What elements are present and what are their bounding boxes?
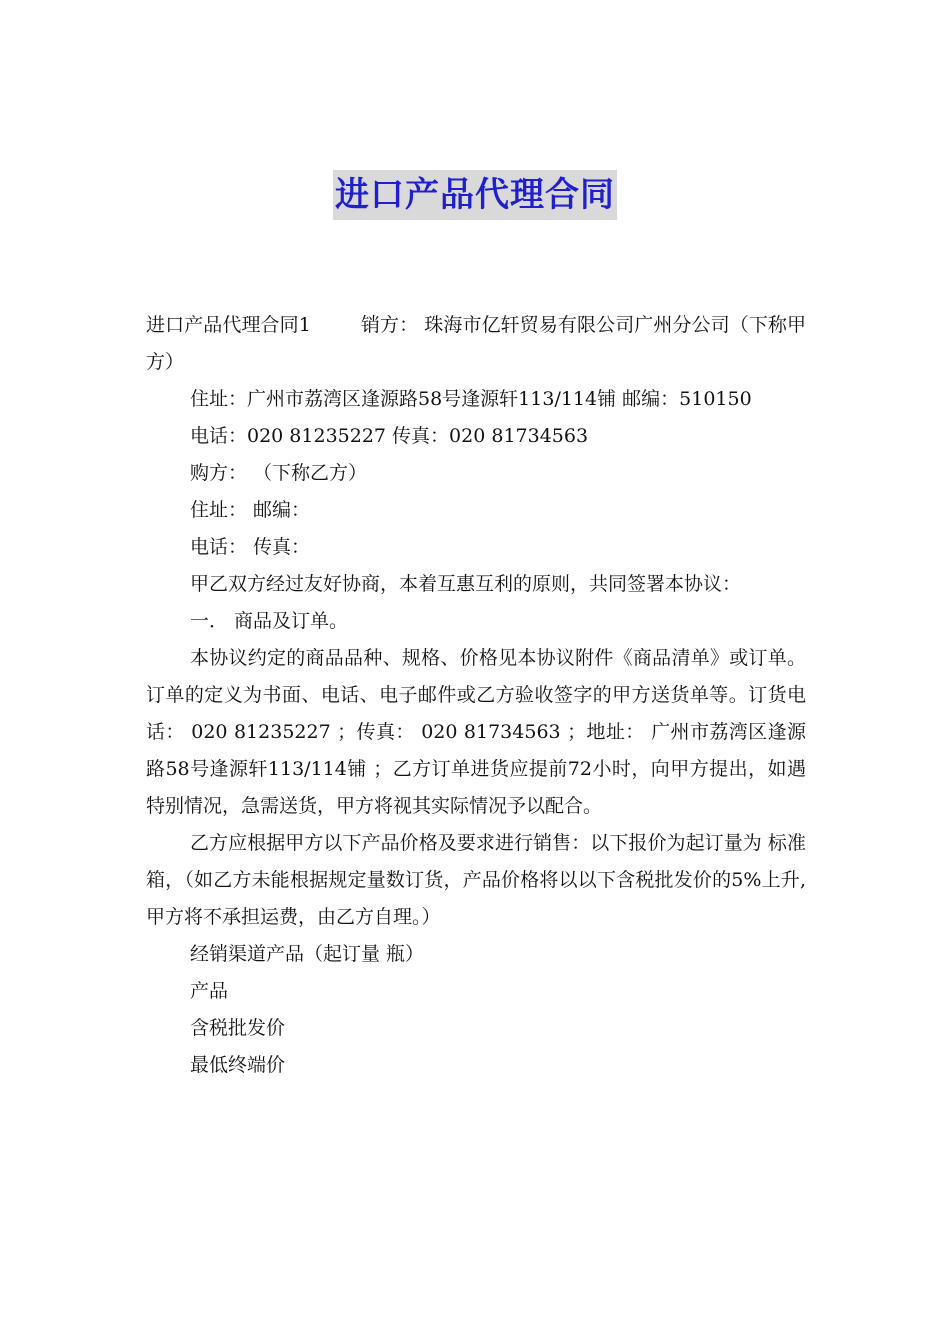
min-retail-price-label: 最低终端价	[190, 1054, 286, 1076]
buyer-phone-fax: 电话： 传真：	[190, 536, 311, 558]
wholesale-price-label: 含税批发价	[190, 1017, 286, 1039]
pricing-terms: 乙方应根据甲方以下产品价格及要求进行销售：以下报价为起订量为 标准箱，（如乙方未能根据规定量数订货，产品价格将以以下含税批发价的5%上升,甲方将不承担运费，由乙方自理。）	[146, 832, 806, 928]
product-label: 产品	[190, 980, 229, 1002]
buyer-address: 住址： 邮编：	[190, 499, 311, 521]
seller-address: 住址：广州市荔湾区逢源路58号逢源轩113/114铺 邮编：510150	[190, 388, 752, 410]
seller-line	[146, 307, 806, 381]
seller-name: 销方： 珠海市亿轩贸易有限公司广州分公司（下称甲方）	[146, 314, 806, 373]
seller-phone-fax: 电话：020 81235227 传真：020 81734563	[190, 425, 589, 447]
section-1-body: 本协议约定的商品品种、规格、价格见本协议附件《商品清单》或订单。订单的定义为书面、电话、电子邮件或乙方验收签字的甲方送货单等。订货电话： 020 81235227 ；传真： 020 81734563 ；地址： 广州市荔湾区逢源路58号逢源轩113/114铺 ；乙方订单进货应提前72小时，向甲方提出，如遇特别情况，急需送货，甲方将视其实际情况予以配合。	[146, 647, 806, 817]
buyer-line: 购方： （下称乙方）	[190, 462, 368, 484]
contract-heading-inline: 进口产品代理合同1	[146, 314, 311, 336]
agreement-intro: 甲乙双方经过友好协商，本着互惠互利的原则，共同签署本协议：	[190, 573, 742, 595]
channel-products: 经销渠道产品（起订量 瓶）	[190, 943, 425, 965]
section-1-heading: 一． 商品及订单。	[190, 610, 349, 632]
title-container	[0, 170, 950, 220]
document-title: 进口产品代理合同	[333, 170, 617, 220]
document-body	[146, 307, 806, 1084]
